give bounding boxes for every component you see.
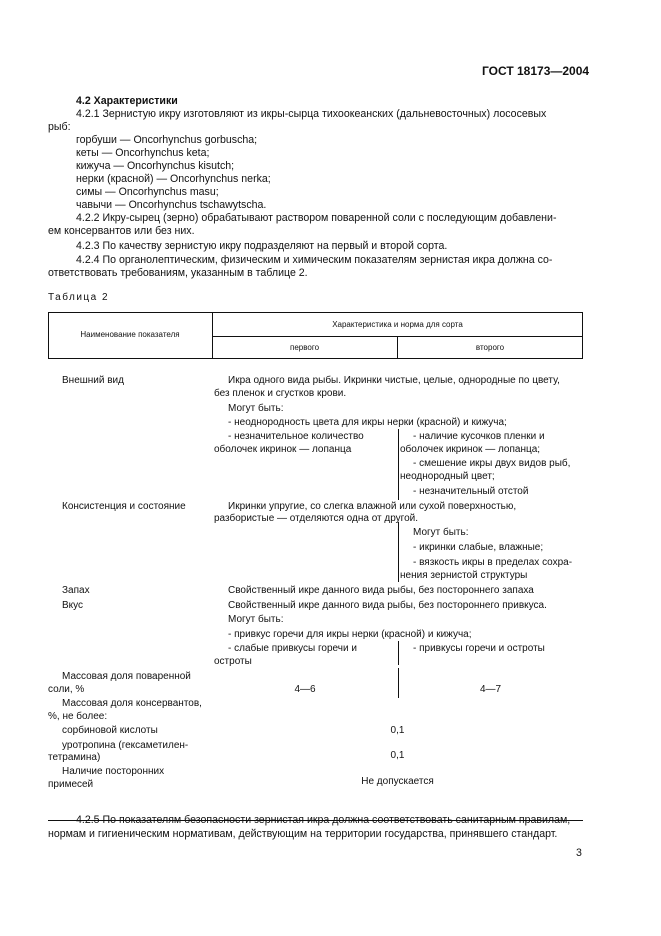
cell-text: Икринки упругие, со слегка влажной или сухой поверхностью,: [228, 501, 517, 512]
cell-text: - слабые привкусы горечи и: [228, 643, 357, 654]
value-salt-second: 4—7: [479, 684, 502, 695]
cell-text: Могут быть:: [228, 403, 284, 414]
column-header-name: Наименование показателя: [80, 330, 180, 339]
fish-list-item: кеты — Oncorhynchus keta;: [76, 147, 210, 159]
value-sorbic-acid: 0,1: [390, 725, 405, 736]
fish-list-item: чавычи — Oncorhynchus tschawytscha.: [76, 199, 267, 211]
cell-text: - вязкость икры в пределах сохра-: [413, 557, 573, 568]
cell-text: нения зернистой структуры: [400, 570, 528, 581]
row-name-preservatives: Массовая доля консервантов,: [62, 698, 202, 709]
cell-text: Могут быть:: [228, 614, 284, 625]
paragraph-421-line1: 4.2.1 Зернистую икру изготовляют из икры-сырца тихоокеанских (дальневосточных) лососевых: [76, 108, 547, 120]
cell-text: без пленок и сгустков крови.: [214, 388, 347, 399]
cell-text: разбористые — отделяются одна от другой.: [214, 513, 419, 524]
cell-text: - икринки слабые, влажные;: [413, 542, 544, 553]
column-divider-segment: [398, 429, 399, 500]
paragraph-422-line2: ем консервантов или без них.: [48, 225, 195, 237]
row-name-impurities-line2: примесей: [48, 779, 94, 790]
paragraph-422-line1: 4.2.2 Икру-сырец (зерно) обрабатывают раствором поваренной соли с последующим добавлени-: [76, 212, 557, 224]
row-name-salt-line2: соли, %: [48, 684, 85, 695]
row-name-preservatives-line2: %, не более:: [48, 711, 108, 722]
cell-text: Икра одного вида рыбы. Икринки чистые, целые, однородные по цвету,: [228, 375, 560, 386]
cell-text: - привкус горечи для икры нерки (красной) и кижуча;: [228, 629, 472, 640]
column-header-first-grade: первого: [289, 343, 320, 352]
cell-text: неоднородный цвет;: [400, 471, 495, 482]
row-name-urotropin: уротропина (гексаметилен-: [62, 740, 189, 751]
row-name-appearance: Внешний вид: [62, 375, 124, 386]
fish-list-item: нерки (красной) — Oncorhynchus nerka;: [76, 173, 271, 185]
column-divider-segment: [398, 641, 399, 665]
cell-text: Свойственный икре данного вида рыбы, без постороннего привкуса.: [228, 600, 547, 611]
cell-text: Свойственный икре данного вида рыбы, без постороннего запаха: [228, 585, 534, 596]
paragraph-425-line1: 4.2.5 По показателям безопасности зернистая икра должна соответствовать санитарным правилам,: [76, 814, 571, 826]
row-name-consistency: Консистенция и состояние: [62, 501, 186, 512]
paragraph-424-line2: ответствовать требованиям, указанным в таблице 2.: [48, 267, 308, 279]
cell-text: - незначительный отстой: [413, 486, 529, 497]
column-header-characteristic: Характеристика и норма для сорта: [332, 320, 463, 329]
row-name-urotropin-line2: тетрамина): [48, 752, 101, 763]
fish-list-item: симы — Oncorhynchus masu;: [76, 186, 219, 198]
cell-text: оболочек икринок — лопанца;: [400, 444, 541, 455]
cell-text: - неоднородность цвета для икры нерки (красной) и кижуча;: [228, 417, 507, 428]
cell-text: Могут быть:: [413, 527, 469, 538]
row-name-sorbic-acid: сорбиновой кислоты: [62, 725, 158, 736]
paragraph-423: 4.2.3 По качеству зернистую икру подразделяют на первый и второй сорта.: [76, 240, 448, 252]
cell-text: - наличие кусочков пленки и: [413, 431, 545, 442]
value-urotropin: 0,1: [390, 750, 405, 761]
fish-list-item: горбуши — Oncorhynchus gorbuscha;: [76, 134, 258, 146]
cell-text: - привкусы горечи и остроты: [413, 643, 545, 654]
column-divider-segment: [398, 522, 399, 582]
row-name-impurities: Наличие посторонних: [62, 766, 165, 777]
value-salt-first: 4—6: [294, 684, 316, 695]
row-name-taste: Вкус: [62, 600, 84, 611]
paragraph-421-line2: рыб:: [48, 121, 71, 133]
cell-text: - смешение икры двух видов рыб,: [413, 458, 571, 469]
paragraph-424-line1: 4.2.4 По органолептическим, физическим и химическим показателям зернистая икра должна со-: [76, 254, 553, 266]
document-id: ГОСТ 18173—2004: [482, 64, 590, 78]
row-name-smell: Запах: [62, 585, 90, 596]
cell-text: оболочек икринок — лопанца: [214, 444, 352, 455]
column-header-second-grade: второго: [475, 343, 505, 352]
value-impurities: Не допускается: [361, 776, 434, 787]
fish-list-item: кижуча — Oncorhynchus kisutch;: [76, 160, 235, 172]
table-caption: Таблица 2: [48, 292, 110, 303]
section-title: 4.2 Характеристики: [76, 95, 178, 107]
row-name-salt: Массовая доля поваренной: [62, 671, 191, 682]
table-top-border: [48, 312, 583, 313]
page-number: 3: [576, 847, 582, 859]
cell-text: остроты: [214, 656, 252, 667]
paragraph-425-line2: нормам и гигиеническим нормативам, действующим на территории государства, принявшего стандарт.: [48, 828, 558, 840]
table-header-bottom: [48, 358, 583, 359]
cell-text: - незначительное количество: [228, 431, 364, 442]
